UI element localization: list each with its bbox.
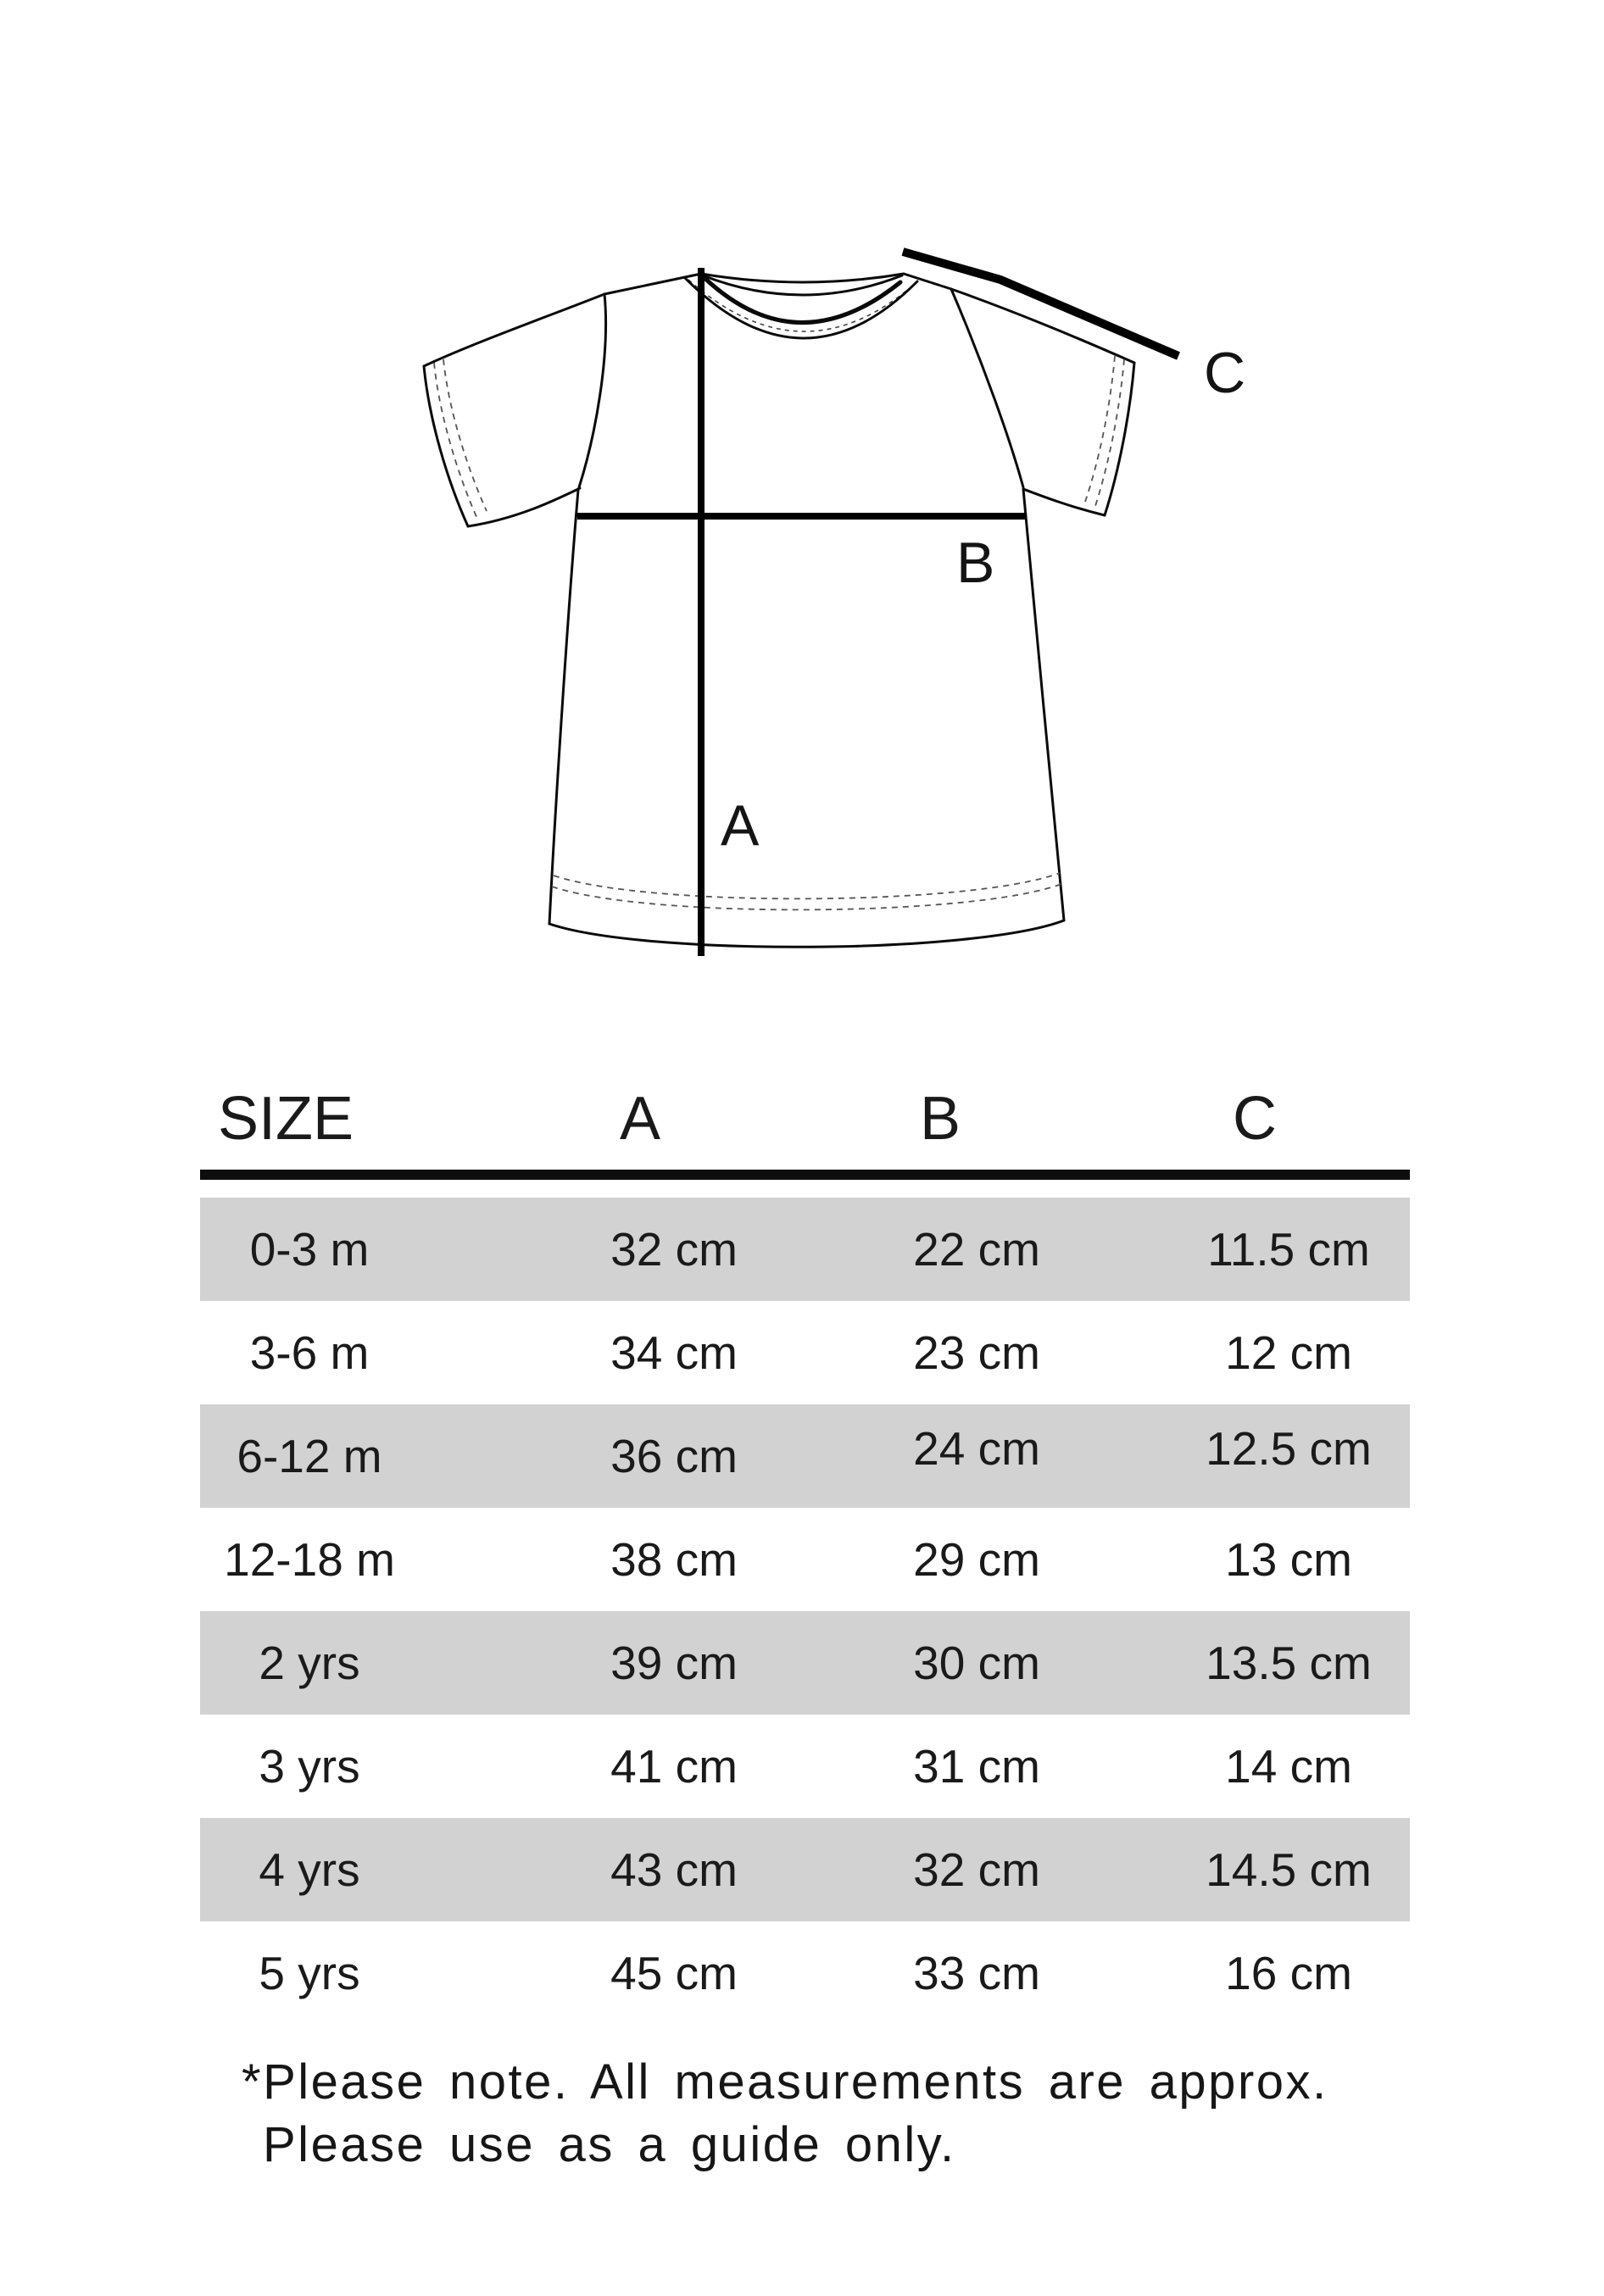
c-cell: 13.5 cm [1206, 1637, 1372, 1689]
footnote-line-1: *Please note. All measurements are approx. [242, 2054, 1328, 2110]
header-a: A [619, 1085, 661, 1153]
size-table-header [200, 1076, 1410, 1161]
c-cell: 12.5 cm [1206, 1422, 1372, 1475]
left-sleeve-underseam [468, 488, 580, 526]
left-sleeve-hem-stitch-2 [443, 359, 487, 511]
table-row [200, 1508, 1410, 1611]
b-cell: 33 cm [913, 1947, 1040, 1999]
bottom-hem-edge [549, 920, 1064, 947]
size-cell: 3-6 m [249, 1326, 370, 1379]
size-cell: 2 yrs [259, 1637, 360, 1689]
c-cell: 16 cm [1225, 1947, 1352, 1999]
c-cell: 14.5 cm [1206, 1843, 1372, 1896]
b-cell: 29 cm [913, 1533, 1040, 1586]
c-cell: 13 cm [1225, 1533, 1352, 1586]
b-cell: 30 cm [913, 1637, 1040, 1689]
b-cell: 23 cm [913, 1326, 1040, 1379]
table-row [200, 1404, 1410, 1508]
table-row [200, 1611, 1410, 1715]
left-body-side [549, 490, 578, 924]
table-row [200, 1301, 1410, 1404]
diagram-label-a: A [721, 793, 760, 858]
a-cell: 32 cm [610, 1223, 738, 1276]
table-row [200, 1715, 1410, 1818]
header-rule [200, 1170, 1410, 1180]
table-row [200, 1921, 1410, 2025]
footnote-line-2: Please use as a guide only. [263, 2117, 956, 2172]
a-cell: 36 cm [610, 1430, 738, 1482]
size-cell: 0-3 m [249, 1223, 370, 1276]
a-cell: 45 cm [610, 1947, 738, 1999]
c-cell: 14 cm [1225, 1740, 1352, 1793]
collar-back-neck-line [701, 274, 904, 282]
right-sleeve-underseam [1023, 489, 1105, 515]
left-armhole-seam [579, 294, 606, 487]
measure-line-c [903, 252, 1178, 356]
a-cell: 38 cm [610, 1533, 738, 1586]
bottom-hem-stitch-2 [554, 873, 1060, 898]
a-cell: 34 cm [610, 1326, 738, 1379]
right-armhole-seam [951, 289, 1023, 487]
header-c: C [1233, 1085, 1277, 1153]
table-row [200, 1198, 1410, 1301]
b-cell: 31 cm [913, 1740, 1040, 1793]
header-size: SIZE [218, 1085, 354, 1153]
header-b: B [919, 1085, 961, 1153]
a-cell: 39 cm [610, 1637, 738, 1689]
tshirt-diagram [0, 0, 1604, 1000]
right-sleeve-end-edge [1105, 363, 1134, 515]
size-cell: 5 yrs [259, 1947, 360, 1999]
size-cell: 4 yrs [259, 1843, 360, 1896]
right-body-side [1023, 489, 1064, 920]
b-cell: 24 cm [913, 1422, 1040, 1475]
b-cell: 32 cm [913, 1843, 1040, 1896]
size-cell: 6-12 m [237, 1430, 382, 1482]
table-row [200, 1818, 1410, 1921]
right-sleeve-hem-stitch-1 [1094, 359, 1124, 509]
size-table-rows [200, 1198, 1410, 2025]
left-shoulder-seam [604, 274, 701, 294]
c-cell: 11.5 cm [1207, 1223, 1370, 1276]
size-cell: 3 yrs [259, 1740, 360, 1793]
c-cell: 12 cm [1225, 1326, 1352, 1379]
diagram-label-c: C [1204, 341, 1246, 405]
left-sleeve-top-edge [424, 294, 604, 366]
bottom-hem-stitch-1 [552, 884, 1061, 909]
footnote [242, 2051, 1328, 2176]
a-cell: 41 cm [610, 1740, 738, 1793]
diagram-label-b: B [956, 531, 995, 595]
right-sleeve-hem-stitch-2 [1085, 356, 1115, 502]
b-cell: 22 cm [913, 1223, 1040, 1276]
size-cell: 12-18 m [224, 1533, 395, 1586]
a-cell: 43 cm [610, 1843, 738, 1896]
left-sleeve-end-edge [424, 366, 468, 526]
